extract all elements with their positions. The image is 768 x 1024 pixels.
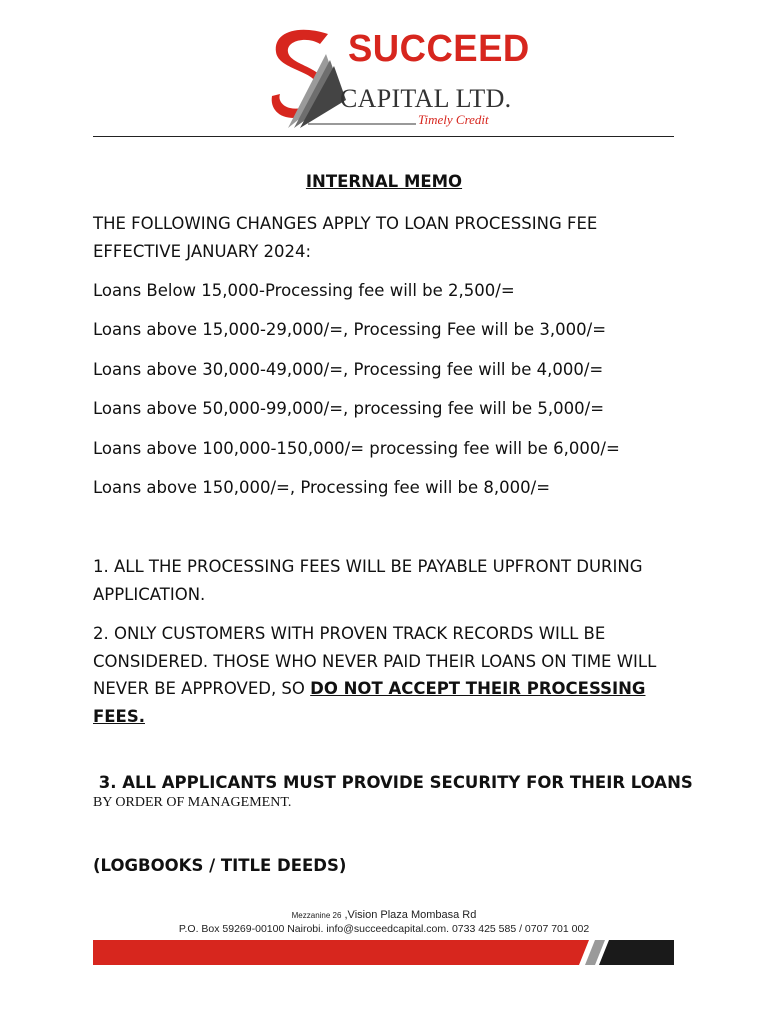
intro-line: THE FOLLOWING CHANGES APPLY TO LOAN PROCESSING FEE — [93, 214, 598, 233]
brand-subtitle: CAPITAL LTD. — [340, 84, 512, 113]
rule-1 — [93, 553, 683, 608]
brand-tagline: Timely Credit — [418, 112, 489, 127]
rule-emphasis: DO NOT ACCEPT THEIR PROCESSING FEES. — [93, 679, 646, 726]
order-signoff: BY ORDER OF MANAGEMENT. — [93, 795, 292, 810]
rule-line: 1. ALL THE PROCESSING FEES WILL BE PAYABLE UPFRONT DURING — [93, 557, 643, 576]
memo-intro — [93, 210, 683, 265]
rule-line: CONSIDERED. THOSE WHO NEVER PAID THEIR LOANS ON TIME WILL — [93, 651, 657, 671]
footer-contact: P.O. Box 59269-00100 Nairobi. info@succeedcapital.com. 0733 425 585 / 0707 701 002 — [178, 923, 590, 935]
rule-line: 2. ONLY CUSTOMERS WITH PROVEN TRACK RECORDS WILL BE — [93, 624, 606, 643]
company-logo — [268, 24, 528, 132]
fee-line: Loans above 150,000/=, Processing fee will be 8,000/= — [93, 478, 551, 497]
footer-color-bar — [93, 940, 674, 965]
rule-line: 3. ALL APPLICANTS MUST PROVIDE SECURITY FOR THEIR LOANS — [93, 773, 693, 792]
fee-line: Loans above 30,000-49,000/=, Processing fee will be 4,000/= — [93, 360, 604, 379]
footer-address-small: Mezzanine 26 — [291, 911, 342, 920]
fee-line: Loans above 15,000-29,000/=, Processing Fee will be 3,000/= — [93, 320, 607, 339]
footer-address-main: ,Vision Plaza Mombasa Rd — [341, 909, 477, 921]
fee-line: Loans above 100,000-150,000/= processing fee will be 6,000/= — [93, 439, 620, 458]
fee-line: Loans Below 15,000-Processing fee will be 2,500/= — [93, 281, 515, 300]
memo-title: INTERNAL MEMO — [305, 172, 463, 191]
brand-name: SUCCEED — [348, 28, 530, 70]
intro-line: EFFECTIVE JANUARY 2024: — [93, 241, 312, 261]
rule-text: NEVER BE APPROVED, SO — [93, 679, 311, 698]
header-divider — [93, 136, 674, 137]
fee-line: Loans above 50,000-99,000/=, processing fee will be 5,000/= — [93, 399, 605, 418]
rule-line: APPLICATION. — [93, 584, 206, 604]
rule-line: (LOGBOOKS / TITLE DEEDS) — [93, 855, 347, 875]
footer-address — [0, 909, 768, 921]
